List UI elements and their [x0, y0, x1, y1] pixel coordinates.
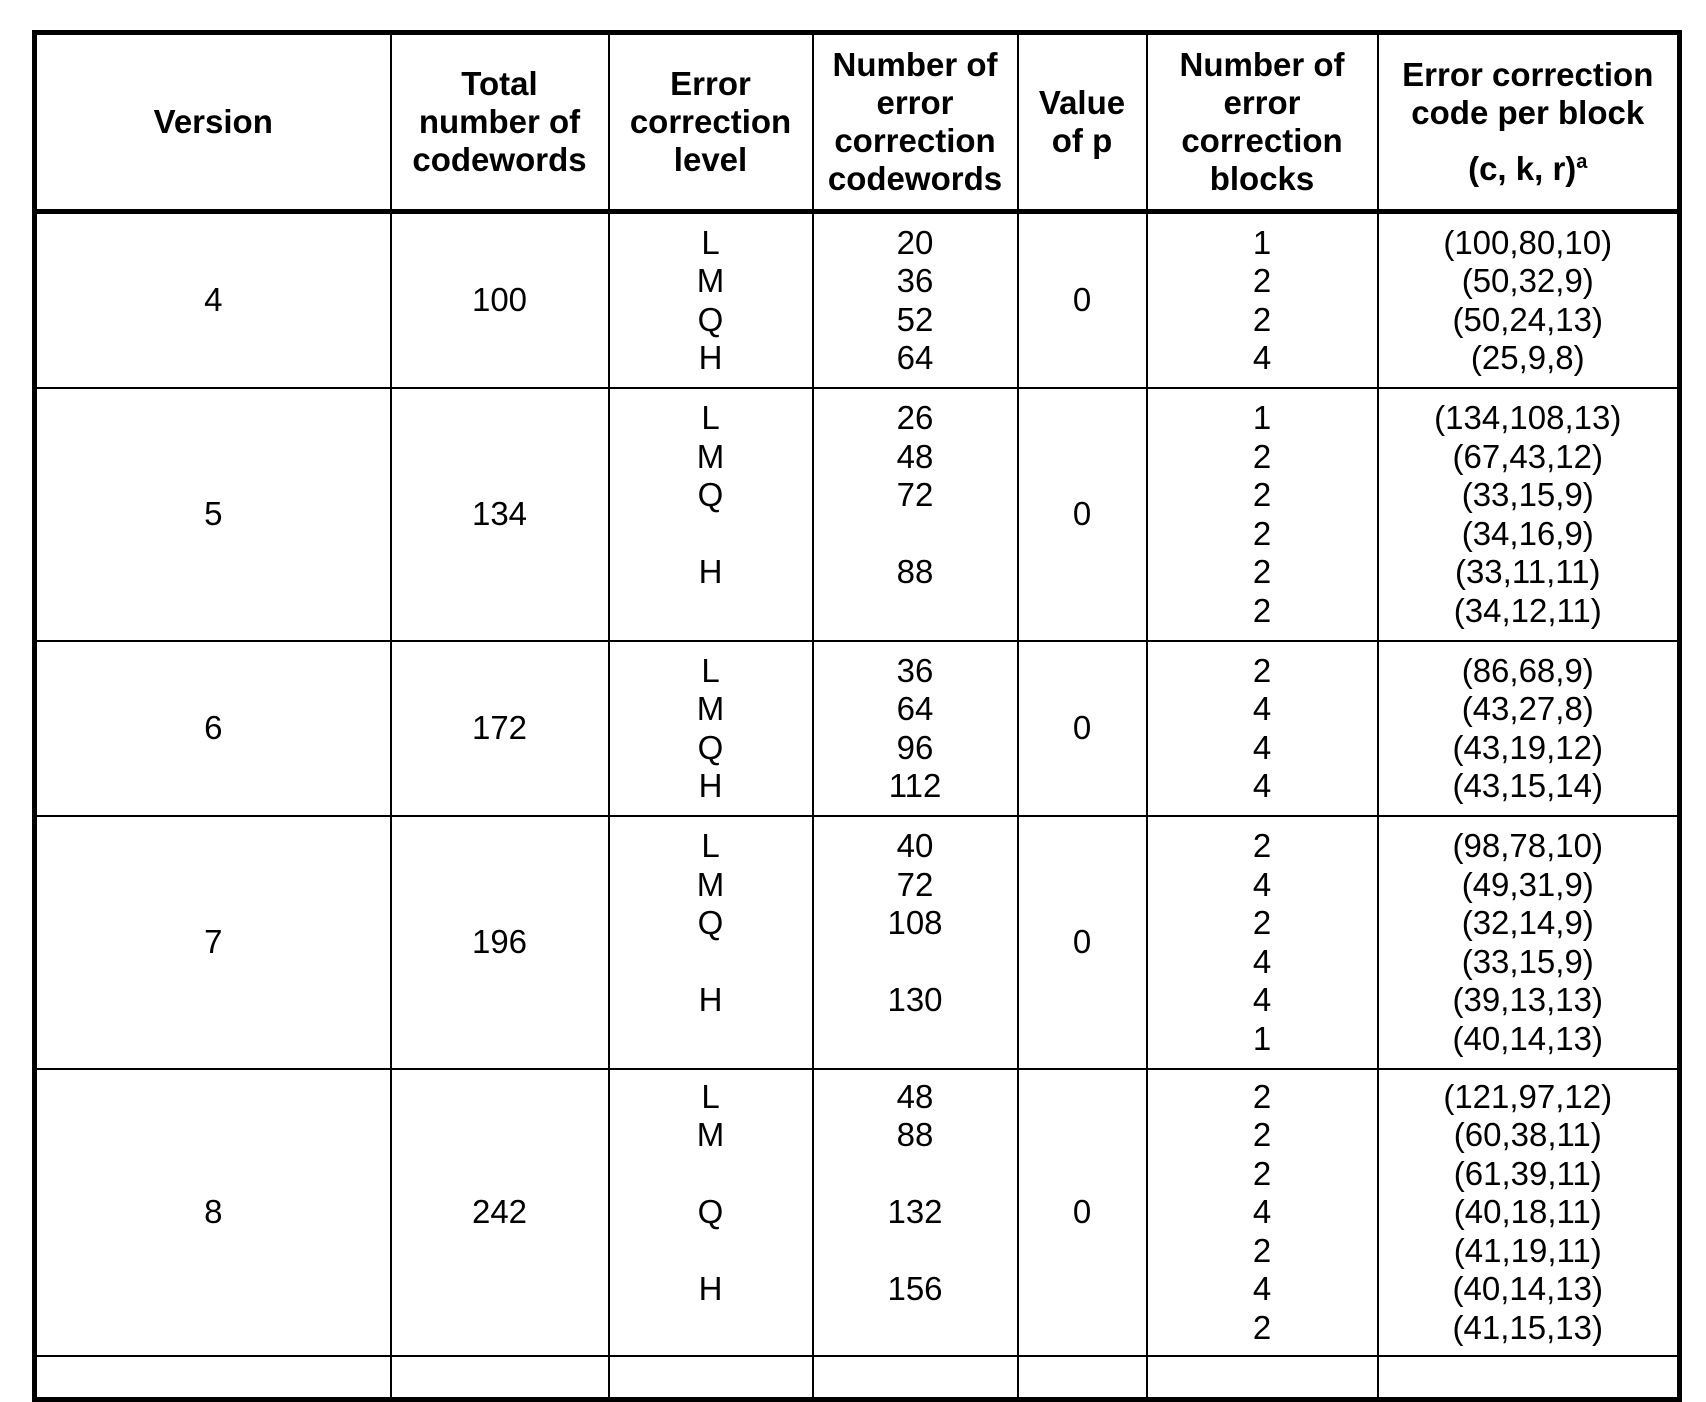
- cell-ec-codewords-entry: 36: [896, 651, 934, 689]
- cell-total-codewords: 242: [391, 1069, 609, 1356]
- cell-ec-level-entry: M: [696, 1116, 725, 1154]
- cell-ec-code-entry: (34,12,11): [1453, 591, 1602, 629]
- cell-empty: [391, 1356, 609, 1400]
- cell-ec-code-entry: (50,24,13): [1452, 300, 1603, 338]
- cell-ec-level-entry: H: [698, 339, 723, 376]
- cell-ec-blocks-entry: 2: [1252, 300, 1272, 338]
- cell-ec-blocks-entry: 2: [1252, 651, 1272, 689]
- cell-ec-blocks-entry: 2: [1252, 1308, 1272, 1346]
- cell-ec-level: [609, 641, 813, 816]
- cell-ec-code-entry: (86,68,9): [1461, 651, 1594, 689]
- header-num-ec-blocks: [1147, 33, 1378, 212]
- table-row: [35, 1069, 1680, 1356]
- cell-ec-codewords-entry: 72: [896, 476, 934, 513]
- cell-ec-code: [1378, 641, 1680, 816]
- header-ec-code-formula: (c, k, r): [1468, 150, 1577, 187]
- cell-ec-blocks-entry: 2: [1252, 553, 1272, 590]
- cell-ec-level-entry: [610, 943, 812, 982]
- cell-ec-codewords-entry: [814, 515, 1017, 554]
- cell-ec-codewords-entry: 26: [896, 399, 934, 436]
- header-total-codewords-text: Total number of codewords: [412, 65, 587, 178]
- cell-ec-blocks: [1147, 388, 1378, 641]
- cell-ec-code-entry: (33,15,9): [1461, 476, 1594, 513]
- cell-ec-code: [1378, 816, 1680, 1069]
- cell-ec-blocks: [1147, 1069, 1378, 1356]
- cell-ec-code-entry: (100,80,10): [1443, 223, 1613, 261]
- table-row: [35, 641, 1680, 816]
- cell-ec-codewords-entry: 112: [888, 767, 942, 804]
- header-ec-code-footnote: a: [1576, 151, 1588, 173]
- cell-total-codewords: 196: [391, 816, 609, 1069]
- cell-ec-codewords-entry: 108: [887, 904, 943, 941]
- cell-ec-codewords-entry: 64: [896, 690, 934, 727]
- cell-ec-code-entry: (41,19,11): [1453, 1231, 1602, 1269]
- cell-ec-level-entry: M: [696, 690, 725, 727]
- cell-ec-code-entry: (43,27,8): [1461, 690, 1594, 727]
- cell-ec-level-entry: [610, 515, 812, 554]
- cell-version: 7: [35, 816, 391, 1069]
- cell-ec-codewords-entry: 48: [896, 437, 934, 475]
- cell-ec-level-entry: H: [698, 553, 723, 590]
- cell-ec-level-entry: L: [701, 399, 720, 436]
- cell-ec-level-entry: H: [698, 981, 723, 1018]
- cell-ec-level: [609, 388, 813, 641]
- cell-ec-level-entry: [610, 1155, 812, 1194]
- cell-ec-blocks-entry: 2: [1252, 262, 1272, 299]
- cell-ec-codewords-entry: 72: [896, 865, 934, 903]
- cell-ec-codewords: [813, 641, 1018, 816]
- cell-ec-level-entry: Q: [697, 904, 724, 941]
- cell-empty: [1378, 1356, 1680, 1400]
- cell-ec-level-entry: H: [698, 767, 723, 804]
- cell-ec-codewords: [813, 388, 1018, 641]
- cell-empty: [813, 1356, 1018, 1400]
- cell-ec-level-entry: [610, 1020, 812, 1059]
- header-num-ec-blocks-text: Number of error correction blocks: [1179, 46, 1345, 197]
- cell-ec-level-entry: H: [698, 1270, 723, 1308]
- cell-ec-blocks-entry: 4: [1252, 865, 1272, 903]
- cell-ec-code: [1378, 212, 1680, 389]
- cell-value-p: 0: [1018, 816, 1147, 1069]
- header-value-p: [1018, 33, 1147, 212]
- cell-ec-code-entry: (34,16,9): [1461, 514, 1594, 552]
- cell-ec-code-entry: (60,38,11): [1453, 1116, 1602, 1154]
- cell-ec-code-entry: (134,108,13): [1434, 399, 1622, 436]
- cell-ec-code-entry: (32,14,9): [1461, 904, 1594, 941]
- cell-ec-codewords-entry: [814, 943, 1017, 982]
- cell-ec-blocks: [1147, 212, 1378, 389]
- cell-ec-blocks-entry: 4: [1252, 728, 1272, 766]
- cell-empty: [1147, 1356, 1378, 1400]
- table-row: [35, 212, 1680, 389]
- header-num-ec-codewords: [813, 33, 1018, 212]
- cell-ec-codewords-entry: 132: [887, 1193, 943, 1231]
- cell-ec-codewords-entry: 52: [896, 300, 934, 338]
- cell-version: 5: [35, 388, 391, 641]
- cell-ec-code-entry: (33,15,9): [1461, 942, 1594, 980]
- cell-ec-codewords-entry: 48: [896, 1077, 934, 1115]
- cell-ec-code-entry: (43,19,12): [1452, 728, 1603, 766]
- cell-version: 6: [35, 641, 391, 816]
- cell-ec-blocks-entry: 4: [1252, 981, 1272, 1018]
- cell-ec-code-entry: (25,9,8): [1470, 339, 1585, 376]
- cell-ec-blocks-entry: 4: [1252, 1270, 1272, 1308]
- cell-ec-level-entry: M: [696, 437, 725, 475]
- header-gap: [1379, 132, 1678, 150]
- cell-ec-level-entry: L: [701, 223, 720, 261]
- cell-ec-code: [1378, 388, 1680, 641]
- cell-ec-level-entry: [610, 1232, 812, 1271]
- cell-ec-blocks-entry: 1: [1252, 399, 1272, 436]
- cell-ec-codewords-entry: [814, 1155, 1017, 1194]
- cell-ec-blocks-entry: 2: [1252, 1154, 1272, 1192]
- cell-ec-codewords-entry: [814, 592, 1017, 631]
- cell-ec-code: [1378, 1069, 1680, 1356]
- header-num-ec-codewords-text: Number of error correction codewords: [827, 46, 1003, 197]
- cell-ec-blocks-entry: 2: [1252, 1116, 1272, 1154]
- cell-ec-level-entry: M: [696, 262, 725, 299]
- cell-ec-code-entry: (41,15,13): [1452, 1308, 1603, 1346]
- header-version: Version: [35, 33, 391, 212]
- cell-ec-codewords: [813, 816, 1018, 1069]
- cell-value-p: 0: [1018, 641, 1147, 816]
- cell-ec-level-entry: Q: [697, 476, 724, 513]
- cell-ec-code-entry: (121,97,12): [1443, 1077, 1613, 1115]
- cell-ec-blocks-entry: 2: [1252, 476, 1272, 513]
- cell-ec-level: [609, 212, 813, 389]
- cell-ec-codewords-entry: 88: [896, 1116, 934, 1154]
- cell-ec-blocks: [1147, 816, 1378, 1069]
- cell-ec-blocks: [1147, 641, 1378, 816]
- cell-ec-code-entry: (40,14,13): [1452, 1019, 1603, 1057]
- cell-ec-blocks-entry: 2: [1252, 591, 1272, 629]
- cell-ec-blocks-entry: 4: [1252, 339, 1272, 376]
- cell-ec-codewords: [813, 1069, 1018, 1356]
- cell-total-codewords: 134: [391, 388, 609, 641]
- cell-version: 8: [35, 1069, 391, 1356]
- cell-ec-blocks-entry: 2: [1252, 514, 1272, 552]
- cell-ec-code-entry: (33,11,11): [1454, 553, 1601, 590]
- cell-ec-level-entry: L: [701, 651, 720, 689]
- cell-ec-level-entry: L: [701, 827, 720, 864]
- table-row: [35, 388, 1680, 641]
- cell-ec-codewords-entry: 64: [896, 339, 934, 376]
- cell-ec-codewords: [813, 212, 1018, 389]
- cell-ec-level: [609, 816, 813, 1069]
- table-row-partial: [35, 1356, 1680, 1400]
- cell-ec-level-entry: L: [701, 1077, 720, 1115]
- header-ec-code-per-block: [1378, 33, 1680, 212]
- header-row: [35, 33, 1680, 212]
- cell-ec-codewords-entry: 96: [896, 728, 934, 766]
- cell-ec-blocks-entry: 2: [1252, 1077, 1272, 1115]
- cell-ec-codewords-entry: 88: [896, 553, 934, 590]
- cell-ec-blocks-entry: 2: [1252, 437, 1272, 475]
- cell-ec-code-entry: (98,78,10): [1452, 827, 1603, 864]
- header-ec-level-text: Error correction level: [629, 65, 792, 178]
- table-body: [35, 212, 1680, 1400]
- cell-ec-blocks-entry: 2: [1252, 1231, 1272, 1269]
- cell-ec-codewords-entry: 36: [896, 262, 934, 299]
- cell-total-codewords: 172: [391, 641, 609, 816]
- cell-ec-blocks-entry: 4: [1252, 1193, 1272, 1231]
- cell-ec-level-entry: M: [696, 865, 725, 903]
- cell-ec-codewords-entry: 156: [887, 1270, 943, 1308]
- error-correction-table: [32, 30, 1682, 1402]
- cell-empty: [35, 1356, 391, 1400]
- cell-ec-code-entry: (43,15,14): [1452, 767, 1603, 804]
- cell-ec-blocks-entry: 4: [1252, 690, 1272, 727]
- cell-total-codewords: 100: [391, 212, 609, 389]
- cell-ec-code-entry: (40,14,13): [1452, 1270, 1603, 1308]
- cell-ec-level-entry: [610, 592, 812, 631]
- cell-ec-code-entry: (50,32,9): [1461, 262, 1594, 299]
- cell-empty: [609, 1356, 813, 1400]
- cell-ec-level-entry: Q: [697, 300, 724, 338]
- cell-ec-codewords-entry: [814, 1020, 1017, 1059]
- cell-ec-codewords-entry: 130: [887, 981, 943, 1018]
- cell-ec-blocks-entry: 1: [1252, 223, 1272, 261]
- cell-ec-code-entry: (49,31,9): [1461, 865, 1594, 903]
- table-row: [35, 816, 1680, 1069]
- cell-ec-level-entry: Q: [697, 728, 724, 766]
- cell-value-p: 0: [1018, 1069, 1147, 1356]
- header-ec-code-per-block-text: Error correction code per block: [1402, 56, 1654, 131]
- cell-ec-code-entry: (40,18,11): [1453, 1193, 1602, 1231]
- cell-ec-codewords-entry: [814, 1309, 1017, 1348]
- cell-ec-level: [609, 1069, 813, 1356]
- cell-ec-blocks-entry: 2: [1252, 904, 1272, 941]
- cell-value-p: 0: [1018, 388, 1147, 641]
- cell-ec-blocks-entry: 4: [1252, 767, 1272, 804]
- cell-ec-codewords-entry: 20: [896, 223, 934, 261]
- header-value-p-text: Value of p: [1038, 84, 1126, 159]
- cell-value-p: 0: [1018, 212, 1147, 389]
- cell-ec-codewords-entry: [814, 1232, 1017, 1271]
- cell-ec-code-entry: (39,13,13): [1452, 981, 1603, 1018]
- cell-ec-codewords-entry: 40: [896, 827, 934, 864]
- cell-ec-blocks-entry: 4: [1252, 942, 1272, 980]
- header-total-codewords: [391, 33, 609, 212]
- cell-ec-blocks-entry: 2: [1252, 827, 1272, 864]
- cell-version: 4: [35, 212, 391, 389]
- cell-ec-code-entry: (61,39,11): [1453, 1154, 1602, 1192]
- cell-empty: [1018, 1356, 1147, 1400]
- header-ec-level: [609, 33, 813, 212]
- cell-ec-blocks-entry: 1: [1252, 1019, 1272, 1057]
- cell-ec-code-entry: (67,43,12): [1452, 437, 1603, 475]
- cell-ec-level-entry: Q: [697, 1193, 724, 1231]
- cell-ec-level-entry: [610, 1309, 812, 1348]
